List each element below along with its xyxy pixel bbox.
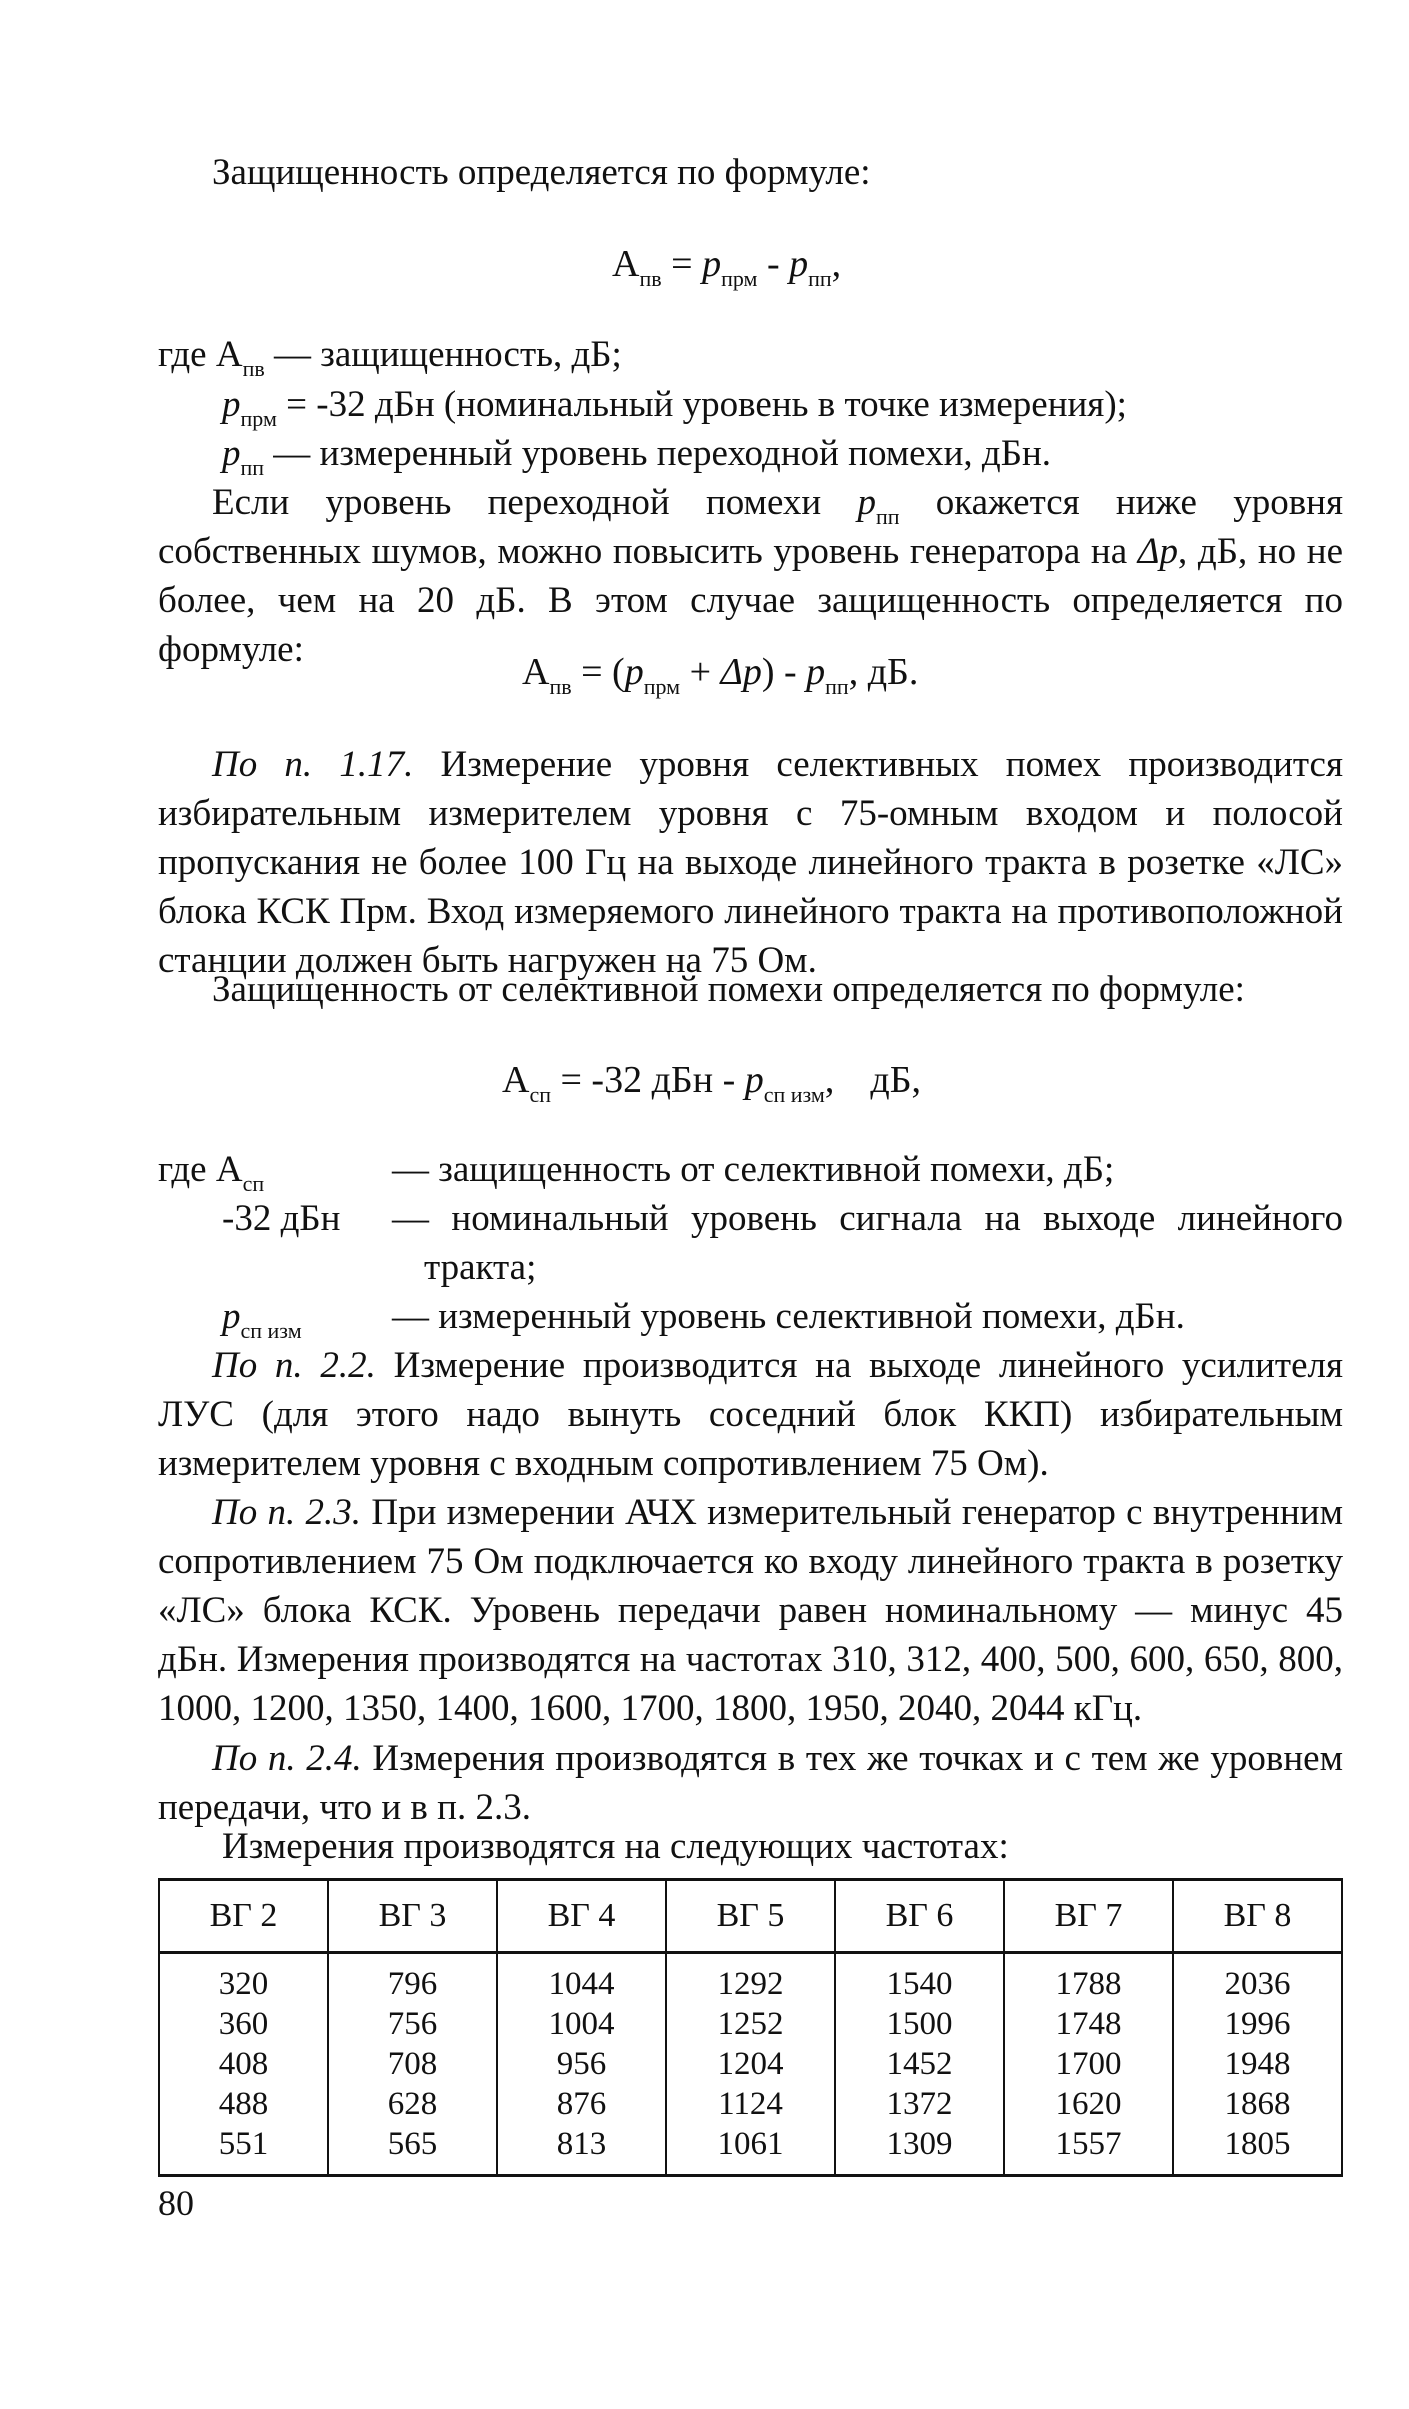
table-cell: 1620 — [1004, 2084, 1173, 2124]
table-header-cell: ВГ 5 — [666, 1880, 835, 1953]
table-header-cell: ВГ 6 — [835, 1880, 1004, 1953]
table-header-row — [159, 1880, 1342, 1953]
paragraph-2-3: По п. 2.3. При измерении АЧХ измерительный генератор с внутренним сопротивлением 75 Ом подключается ко входу линейного тракта в розетку «ЛС» блока КСК. Уровень передачи равен номинальному — минус 45 дБн. Измерения производятся на частотах 310, 312, 400, 500, 600, 650, 800, 1000, 1200, 1350, 1400, 1600, 1700, 1800, 1950, 2040, 2044 кГц. — [158, 1492, 1343, 1729]
table-cell: 1700 — [1004, 2044, 1173, 2084]
table-cell: 628 — [328, 2084, 497, 2124]
table-cell: 1372 — [835, 2084, 1004, 2124]
table-cell: 708 — [328, 2044, 497, 2084]
page-number: 80 — [158, 2183, 194, 2223]
table-cell: 1557 — [1004, 2124, 1173, 2176]
table-cell: 1252 — [666, 2004, 835, 2044]
table-cell: 1868 — [1173, 2084, 1342, 2124]
table-header-cell: ВГ 2 — [159, 1880, 328, 1953]
table-row — [159, 2004, 1342, 2044]
formula-1: $А_{пв} = p_{прм} - p_{пп}$, — [612, 243, 842, 291]
table-cell: 1204 — [666, 2044, 835, 2084]
formula-3: $А_{сп} = -32$ дБн - $p_{сп изм}$, дБ, — [502, 1059, 922, 1107]
table-cell: 796 — [328, 1953, 497, 2005]
table-header-cell: ВГ 3 — [328, 1880, 497, 1953]
table-cell: 565 — [328, 2124, 497, 2176]
frequency-table — [158, 1878, 1343, 2177]
table-cell: 1044 — [497, 1953, 666, 2005]
table-cell: 1500 — [835, 2004, 1004, 2044]
definition-level-text: — номинальный уровень сигнала на выходе линейного тракта; — [392, 1198, 1343, 1288]
definition-ppp: $p_{пп}$ — измеренный уровень переходной помехи, дБн. — [222, 433, 1052, 480]
table-cell: 1996 — [1173, 2004, 1342, 2044]
table-cell: 756 — [328, 2004, 497, 2044]
definition-pprm: $p_{прм} = -32$ дБн (номинальный уровень в точке измерения); — [222, 384, 1127, 431]
definition-asp-label: где $А_{сп}$ — [158, 1149, 265, 1196]
definition-level-label: -32 дБн — [222, 1198, 341, 1239]
paragraph-2-4: По п. 2.4. Измерения производятся в тех же точках и с тем же уровнем передачи, что и в п. 2.3. — [158, 1738, 1343, 1828]
table-cell: 551 — [159, 2124, 328, 2176]
table-cell: 2036 — [1173, 1953, 1342, 2005]
paragraph-selective: Защищенность от селективной помехи определяется по формуле: — [212, 969, 1245, 1010]
paragraph-2-2: По п. 2.2. Измерение производится на выходе линейного усилителя ЛУС (для этого надо вынуть соседний блок ККП) избирательным измерителем уровня с входным сопротивлением 75 Ом). — [158, 1345, 1343, 1484]
table-header-cell: ВГ 8 — [1173, 1880, 1342, 1953]
table-cell: 813 — [497, 2124, 666, 2176]
table-cell: 1540 — [835, 1953, 1004, 2005]
paragraph-noise: Если уровень переходной помехи $p_{пп}$ окажется ниже уровня собственных шумов, можно повысить уровень генератора на Δp, дБ, но не более, чем на 20 дБ. В этом случае защищенность определяется по формуле: — [158, 482, 1343, 670]
table-row — [159, 2084, 1342, 2124]
definition-apv: где $А_{пв}$ — защищенность, дБ; — [158, 334, 622, 381]
table-cell: 1061 — [666, 2124, 835, 2176]
table-cell: 1124 — [666, 2084, 835, 2124]
definition-pspizm-text: — измеренный уровень селективной помехи, дБн. — [392, 1296, 1185, 1337]
table-header-cell: ВГ 4 — [497, 1880, 666, 1953]
definition-asp-text: — защищенность от селективной помехи, дБ; — [392, 1149, 1115, 1190]
paragraph-1-17: По п. 1.17. Измерение уровня селективных помех производится избирательным измерителем уровня с 75-омным входом и полосой пропускания не более 100 Гц на выходе линейного тракта в розетке «ЛС» блока КСК Прм. Вход измеряемого линейного тракта на противоположной станции должен быть нагружен на 75 Ом. — [158, 744, 1343, 981]
table-cell: 408 — [159, 2044, 328, 2084]
definition-pspizm-label: $p_{сп изм}$ — [222, 1296, 302, 1343]
table-cell: 1452 — [835, 2044, 1004, 2084]
table-row — [159, 2044, 1342, 2084]
table-cell: 360 — [159, 2004, 328, 2044]
table-cell: 488 — [159, 2084, 328, 2124]
table-row — [159, 1953, 1342, 2005]
table-cell: 1748 — [1004, 2004, 1173, 2044]
table-cell: 1004 — [497, 2004, 666, 2044]
table-header-cell: ВГ 7 — [1004, 1880, 1173, 1953]
table-cell: 1805 — [1173, 2124, 1342, 2176]
intro-text: Защищенность определяется по формуле: — [212, 152, 871, 193]
table-cell: 956 — [497, 2044, 666, 2084]
table-cell: 1948 — [1173, 2044, 1342, 2084]
table-cell: 876 — [497, 2084, 666, 2124]
paragraph-frequencies: Измерения производятся на следующих частотах: — [222, 1826, 1009, 1867]
table-row — [159, 2124, 1342, 2176]
formula-2: $А_{пв} = (p_{прм} + \Delta p) - p_{пп}$, дБ. — [522, 651, 919, 699]
table-cell: 1292 — [666, 1953, 835, 2005]
table-cell: 1309 — [835, 2124, 1004, 2176]
table-cell: 1788 — [1004, 1953, 1173, 2005]
table-cell: 320 — [159, 1953, 328, 2005]
